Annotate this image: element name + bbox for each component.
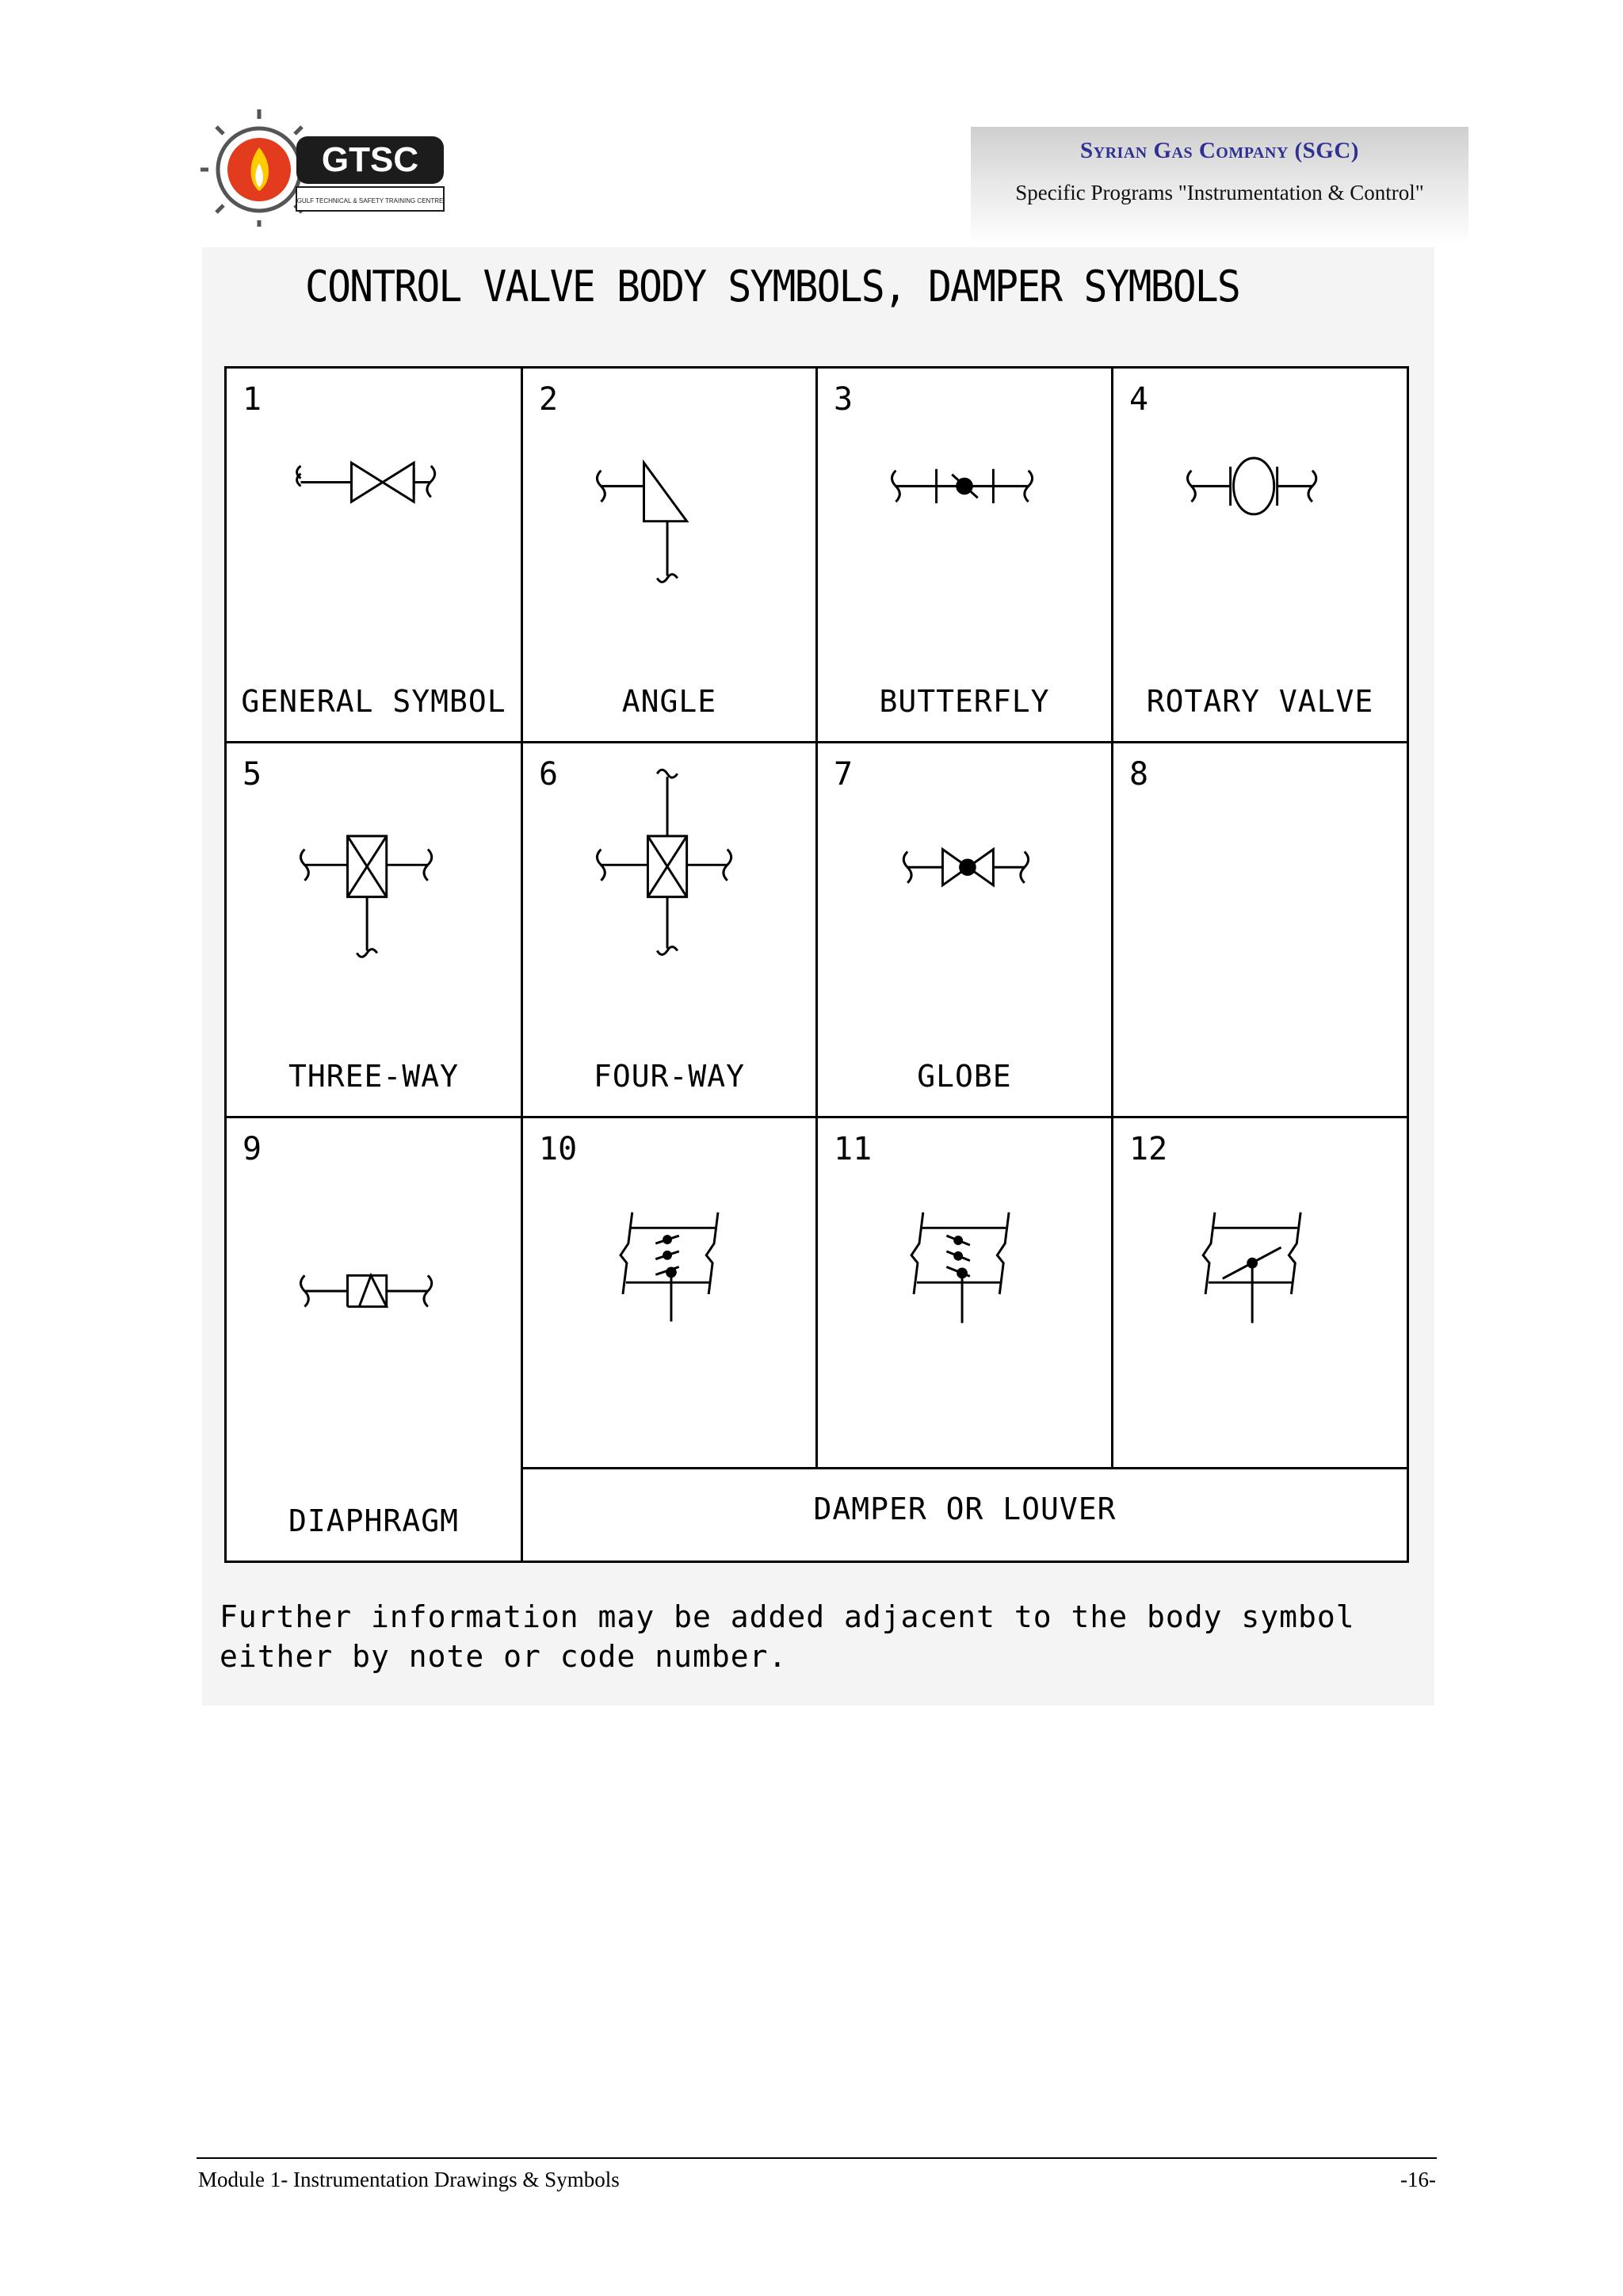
cell-damper-12 [1111,1116,1409,1469]
cell-angle [521,366,818,743]
cell-butterfly [815,366,1113,743]
cell-number: 7 [834,756,854,793]
cell-label: GENERAL SYMBOL [241,684,506,719]
page-number: -16- [1400,2168,1436,2191]
company-name: Syrian Gas Company (SGC) [1080,138,1359,163]
cell-four-way [521,741,818,1118]
figure-title: CONTROL VALVE BODY SYMBOLS, DAMPER SYMBOLS [305,262,1239,311]
diaphragm-valve-symbol-icon [227,1118,521,1561]
cell-label: DIAPHRAGM [288,1503,459,1538]
logo-text: GTSC [321,140,419,179]
symbol-grid [224,366,1409,1563]
cell-number: 1 [242,381,262,418]
gtsc-logo [200,108,447,227]
cell-number: 4 [1129,381,1149,418]
cell-label: GLOBE [917,1059,1012,1094]
program-title: Specific Programs "Instrumentation & Control" [1015,181,1424,204]
cell-number: 5 [242,756,262,793]
cell-three-way [224,741,523,1118]
logo-subtext: GULF TECHNICAL & SAFETY TRAINING CENTRE [296,197,444,204]
cell-number: 11 [834,1131,873,1167]
cell-label: FOUR-WAY [593,1059,746,1094]
cell-diaphragm [224,1116,523,1563]
cell-number: 10 [539,1131,578,1167]
single-blade-damper-icon [1113,1118,1407,1467]
cell-label: ROTARY VALVE [1146,684,1374,719]
cell-number: 6 [539,756,559,793]
cell-number: 8 [1129,756,1149,793]
cell-label: THREE-WAY [288,1059,459,1094]
cell-number: 2 [539,381,559,418]
figure-note: Further information may be added adjacent to the body symbol either by note or code number. [220,1599,1355,1674]
cell-globe [815,741,1113,1118]
opposed-blade-damper-icon [523,1118,815,1467]
cell-number: 3 [834,381,854,418]
header-banner [971,127,1468,244]
cell-label: BUTTERFLY [879,684,1050,719]
cell-general-symbol [224,366,523,743]
cell-damper-11 [815,1116,1113,1469]
cell-number: 12 [1129,1131,1168,1167]
cell-empty-8 [1111,741,1409,1118]
damper-label: DAMPER OR LOUVER [813,1492,1117,1526]
damper-label-cell [521,1467,1409,1563]
footer-rule [197,2157,1437,2159]
cell-damper-10 [521,1116,818,1469]
cell-rotary-valve [1111,366,1409,743]
cell-label: ANGLE [621,684,717,719]
parallel-blade-damper-icon [818,1118,1111,1467]
footer-module: Module 1- Instrumentation Drawings & Symbols [198,2168,620,2191]
cell-number: 9 [242,1131,262,1167]
